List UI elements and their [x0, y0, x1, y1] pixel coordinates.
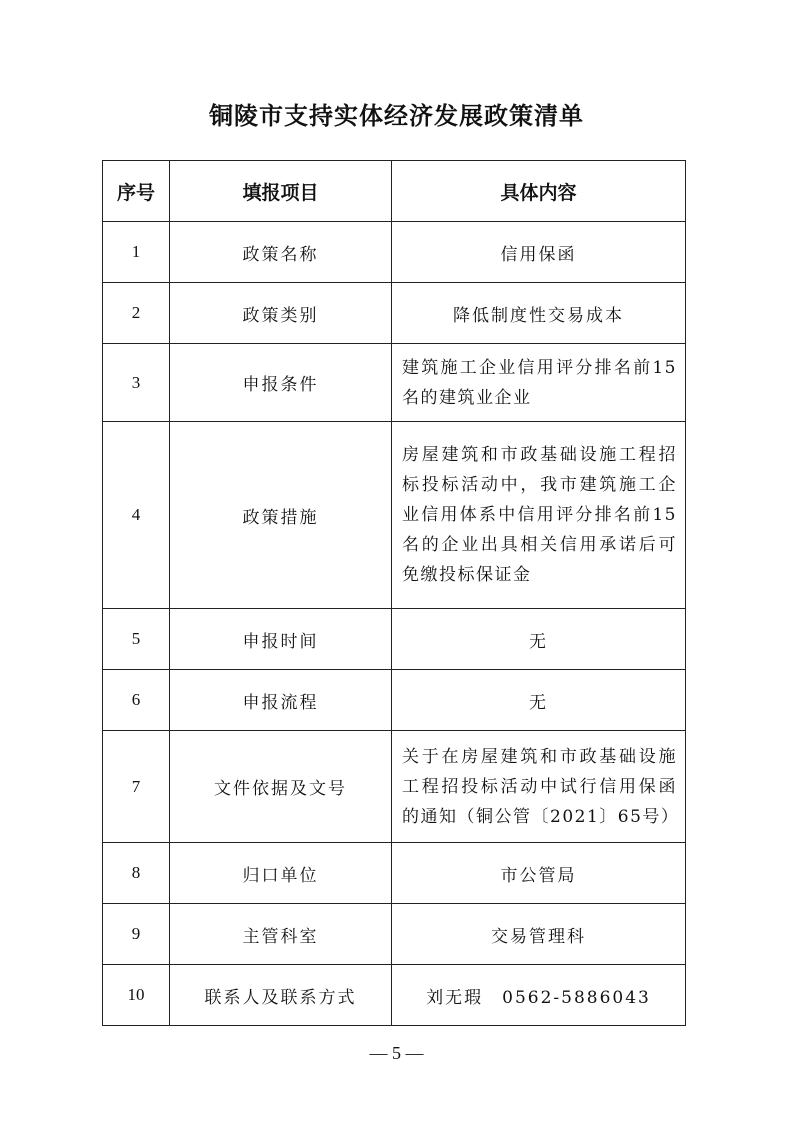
row-content: 信用保函: [392, 222, 686, 283]
row-number: 10: [103, 965, 170, 1026]
table-row: [103, 843, 686, 904]
row-content: 建筑施工企业信用评分排名前15名的建筑业企业: [392, 344, 686, 422]
row-content: 降低制度性交易成本: [392, 283, 686, 344]
header-item: 填报项目: [170, 161, 392, 222]
policy-table: [102, 160, 686, 1026]
table-row: [103, 731, 686, 843]
table-row: [103, 422, 686, 609]
row-item: 申报流程: [170, 670, 392, 731]
row-item: 政策措施: [170, 422, 392, 609]
row-item: 主管科室: [170, 904, 392, 965]
table-row: [103, 609, 686, 670]
row-number: 8: [103, 843, 170, 904]
row-content: 交易管理科: [392, 904, 686, 965]
row-content: 关于在房屋建筑和市政基础设施工程招投标活动中试行信用保函的通知（铜公管〔2021〕65号）: [392, 731, 686, 843]
page-number: — 5 —: [369, 1043, 424, 1063]
row-content: 无: [392, 609, 686, 670]
table-row: [103, 904, 686, 965]
row-item: 申报时间: [170, 609, 392, 670]
row-number: 5: [103, 609, 170, 670]
table-row: [103, 670, 686, 731]
page-title: 铜陵市支持实体经济发展政策清单: [209, 101, 584, 130]
row-item: 归口单位: [170, 843, 392, 904]
table-row: [103, 283, 686, 344]
row-number: 6: [103, 670, 170, 731]
row-number: 9: [103, 904, 170, 965]
row-item: 文件依据及文号: [170, 731, 392, 843]
row-number: 3: [103, 344, 170, 422]
header-content: 具体内容: [392, 161, 686, 222]
row-content: 无: [392, 670, 686, 731]
row-content: 刘无瑕 0562-5886043: [392, 965, 686, 1026]
row-content: 市公管局: [392, 843, 686, 904]
row-item: 政策名称: [170, 222, 392, 283]
row-number: 4: [103, 422, 170, 609]
row-content: 房屋建筑和市政基础设施工程招标投标活动中，我市建筑施工企业信用体系中信用评分排名前15名的企业出具相关信用承诺后可免缴投标保证金: [392, 422, 686, 609]
table-row: [103, 344, 686, 422]
table-row: [103, 965, 686, 1026]
row-number: 1: [103, 222, 170, 283]
row-item: 联系人及联系方式: [170, 965, 392, 1026]
row-item: 政策类别: [170, 283, 392, 344]
row-item: 申报条件: [170, 344, 392, 422]
row-number: 2: [103, 283, 170, 344]
table-header-row: [103, 161, 686, 222]
header-no: 序号: [103, 161, 170, 222]
table-row: [103, 222, 686, 283]
row-number: 7: [103, 731, 170, 843]
